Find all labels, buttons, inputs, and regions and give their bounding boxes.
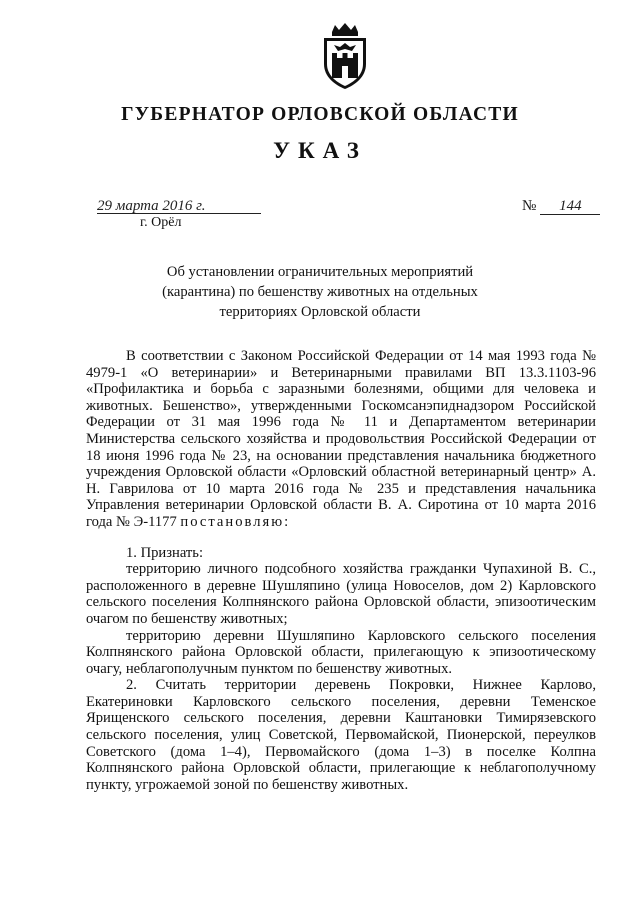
- decree-subject: [150, 262, 490, 322]
- governor-title: ГУБЕРНАТОР ОРЛОВСКОЙ ОБЛАСТИ: [121, 104, 519, 125]
- decree-date: 29 марта 2016 г.: [97, 199, 261, 214]
- item-2-paragraph: 2. Считать территории деревень Покровки, Нижнее Карлово, Екатериновки Карловского сельского поселения, деревни Теменское Ярищенского сельского поселения, деревни Каштановки Тимирязевского сельского поселения, улиц Советской, Первомайской, Пионерской, переулков Советского (дома 1–4), Первомайского (дома 1–3) в поселке Колпна Колпнянского района Орловской области, прилегающие к неблагополучному пункту, угрожаемой зоной по бешенству животных.: [86, 677, 596, 793]
- decree-body: [86, 348, 596, 793]
- item-1-a-paragraph: территорию личного подсобного хозяйства гражданки Чупахиной В. С., расположенного в деревне Шушляпино (улица Новоселов, дом 2) Карловского сельского поселения Колпнянского района Орловской области, эпизоотическим очагом по бешенству животных;: [86, 561, 596, 627]
- subject-line: (карантина) по бешенству животных на отдельных: [162, 284, 478, 300]
- number-value: 144: [540, 199, 600, 215]
- subject-line: Об установлении ограничительных мероприятий: [166, 264, 474, 280]
- item-1-b-paragraph: территорию деревни Шушляпино Карловского сельского поселения Колпнянского района Орловской области, прилегающую к эпизоотическому очагу, неблагополучным пунктом по бешенству животных.: [86, 627, 596, 677]
- preamble-text: В соответствии с Законом Российской Федерации от 14 мая 1993 года № 4979-1 «О ветеринарии» и Ветеринарными правилами ВП 13.3.1103-96 «Профилактика и борьба с заразными болезнями, общими для человека и животных. Бешенство», утвержденными Госкомсанэпиднадзором Российской Федерации от 31 мая 1996 года № 11 и Департаментом ветеринарии Министерства сельского хозяйства и продовольствия Российской Федерации от 18 июня 1996 года № 23, на основании представления начальника бюджетного учреждения Орловской области «Орловский областной ветеринарный центр» А. Н. Гаврилова от 10 марта 2016 года № 235 и представления начальника Управления ветеринарии Орловской области В. А. Сиротина от 10 марта 2016 года № Э-1177: [86, 348, 596, 530]
- decree-number: [522, 198, 600, 215]
- item-1-heading: 1. Признать:: [126, 544, 204, 561]
- document-type-title: УКАЗ: [273, 138, 367, 163]
- number-sign: №: [522, 198, 537, 214]
- preamble-paragraph: [86, 348, 596, 531]
- orel-coat-of-arms-icon: [318, 22, 372, 90]
- decree-verb: постановляю:: [180, 513, 291, 530]
- subject-line: территориях Орловской области: [219, 304, 421, 320]
- decree-city: г. Орёл: [140, 215, 182, 230]
